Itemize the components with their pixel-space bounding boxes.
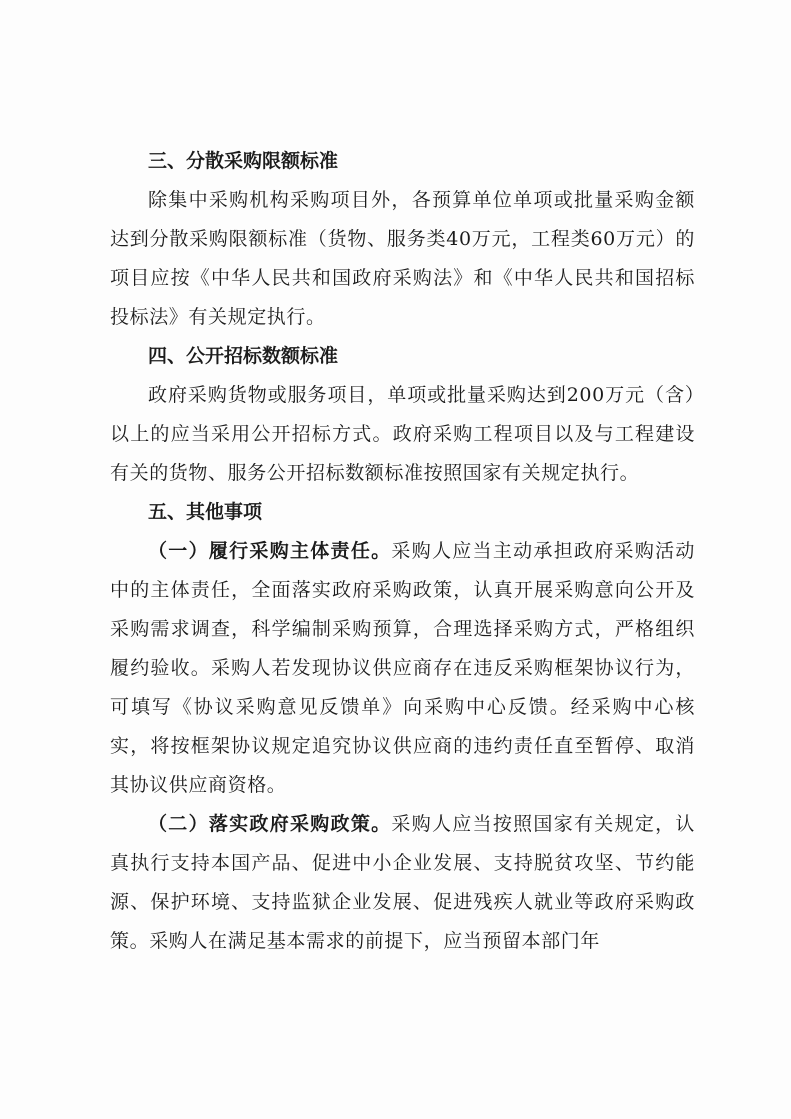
- section-5-heading: 五、其他事项: [148, 501, 263, 523]
- section-3-paragraph: 除集中采购机构采购项目外，各预算单位单项或批量采购金额达到分散采购限额标准（货物、服务类40万元，工程类60万元）的项目应按《中华人民共和国政府采购法》和《中华人民共和国招标投标法》有关规定执行。: [110, 189, 695, 328]
- section-3-heading: 三、分散采购限额标准: [148, 150, 339, 172]
- section-5-item-1-lead: （一）履行采购主体责任。: [148, 540, 392, 562]
- section-5-item-2: [110, 805, 695, 961]
- document-body: [110, 142, 695, 961]
- section-5-item-2-body: 采购人应当按照国家有关规定，认真执行支持本国产品、促进中小企业发展、支持脱贫攻坚、节约能源、保护环境、支持监狱企业发展、促进残疾人就业等政府采购政策。采购人在满足基本需求的前提下，应当预留本部门年: [110, 813, 695, 952]
- section-5-item-1-body: 采购人应当主动承担政府采购活动中的主体责任，全面落实政府采购政策，认真开展采购意向公开及采购需求调查，科学编制采购预算，合理选择采购方式，严格组织履约验收。采购人若发现协议供应商存在违反采购框架协议行为，可填写《协议采购意见反馈单》向采购中心反馈。经采购中心核实，将按框架协议规定追究协议供应商的违约责任直至暂停、取消其协议供应商资格。: [110, 540, 695, 796]
- section-5-item-2-lead: （二）落实政府采购政策。: [148, 813, 392, 835]
- section-5-item-1: [110, 532, 695, 805]
- section-4-heading: 四、公开招标数额标准: [148, 345, 339, 367]
- section-4-paragraph: 政府采购货物或服务项目，单项或批量采购达到200万元（含）以上的应当采用公开招标方式。政府采购工程项目以及与工程建设有关的货物、服务公开招标数额标准按照国家有关规定执行。: [110, 384, 695, 484]
